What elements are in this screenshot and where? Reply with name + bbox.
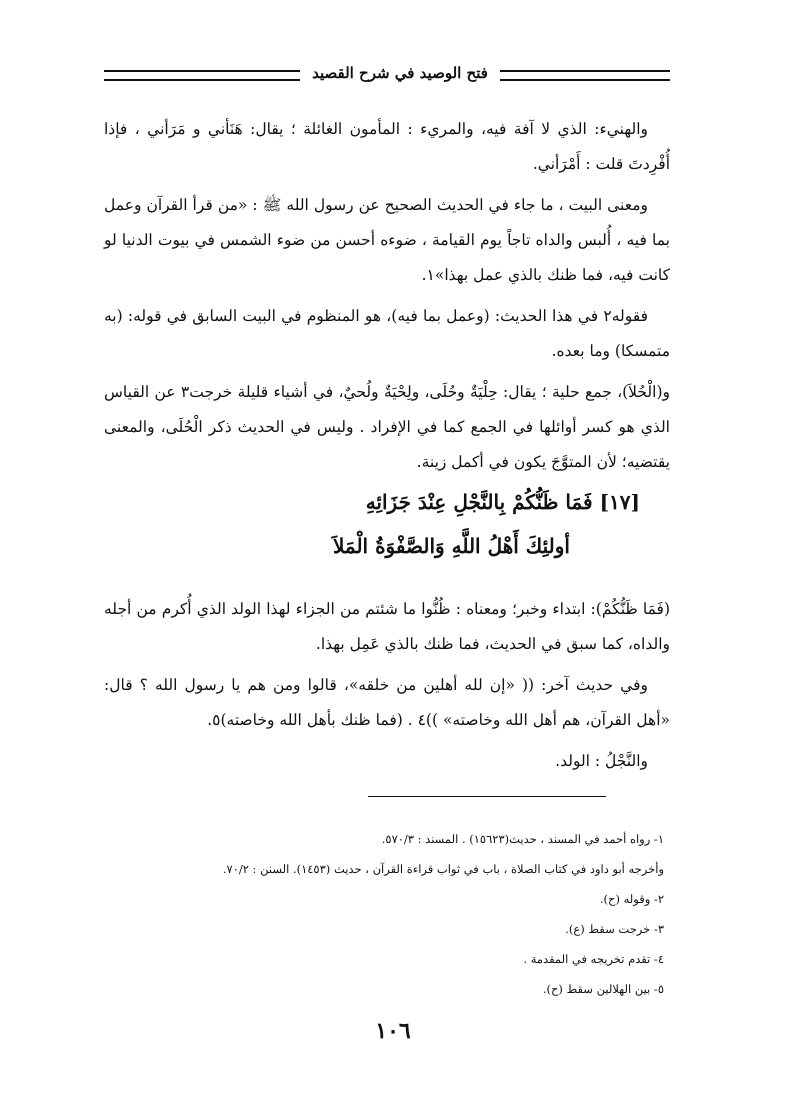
commentary-paragraph: وفي حديث آخر: (( «إن لله أهلين من خلقه»، قالوا ومن هم يا رسول الله ؟ قال: «أهل القرآن، هم أهل الله وخاصته» ))٤ . (فما ظنك بأهل الله وخاصته)٥. bbox=[104, 676, 670, 729]
poem-verse bbox=[104, 490, 670, 586]
page-number: ١٠٦ bbox=[375, 1018, 411, 1044]
footnote: ٣- خرجت سقط (ع). bbox=[565, 922, 664, 936]
footnote: وأخرجه أبو داود في كتاب الصلاة ، باب في ثواب قراءة القرآن ، حديث (١٤٥٣). السنن : ٧٠/٢. bbox=[222, 862, 664, 876]
verse-line-2: أولئِكَ أَهْلُ اللَّهِ وَالصَّفْوَةُ الْمَلاَ bbox=[332, 534, 570, 558]
header-title: فتح الوصيد في شرح القصيد bbox=[312, 64, 488, 82]
footnote: ٤- تقدم تخريجه في المقدمة . bbox=[523, 952, 664, 966]
header-rule-left bbox=[104, 70, 300, 81]
commentary-paragraph: (فَمَا ظَنُّكُمْ): ابتداء وخبر؛ ومعناه : ظُنُّوا ما شئتم من الجزاء لهذا الولد الذي أُكرم من أجله والداه، كما سبق في الحديث، فما ظنك بالذي عَمِل بهذا. bbox=[104, 600, 670, 653]
footnote: ٥- بين الهلالين سقط (ح). bbox=[542, 982, 664, 996]
running-header bbox=[104, 58, 670, 88]
commentary-paragraph: والنَّجْلُ : الولد. bbox=[555, 752, 648, 770]
footnotes bbox=[104, 824, 664, 1004]
paragraph-hadith: ومعنى البيت ، ما جاء في الحديث الصحيح عن رسول الله ﷺ : «من قرأ القرآن وعمل بما فيه ، أُلبس والداه تاجاً يوم القيامة ، ضوءه أحسن من ضوء الشمس في بيوت الدنيا لو كانت فيه، فما ظنك بالذي عمل بهذا»١. bbox=[104, 196, 670, 284]
paragraph: والهنيء: الذي لا آفة فيه، والمريء : المأمون الغائلة ؛ يقال: هَنَأني و مَرَأني ، فإذا أُفْرِدتَ قلت : أَمْرَأني. bbox=[104, 120, 670, 173]
main-text bbox=[104, 112, 670, 785]
header-rule-right bbox=[500, 70, 670, 81]
paragraph: و(الْحُلاَ)، جمع حلية ؛ يقال: حِلْيَةٌ وحُلَى، ولِحْيَةٌ ولُحيٌ، في أشياء قليلة خرجت٣ عن القياس الذي هو كسر أوائلها في الجمع كما في الإفراد . وليس في الحديث ذكر الْحُلَى، والمعنى يقتضيه؛ لأن المتوَّجَ يكون في أكمل زينة. bbox=[104, 383, 670, 471]
paragraph: فقوله٢ في هذا الحديث: (وعمل بما فيه)، هو المنظوم في البيت السابق في قوله: (به متمسكا) وما بعده. bbox=[104, 307, 670, 360]
footnote: ٢- وقوله (ح). bbox=[599, 892, 664, 906]
verse-line-1: [١٧] فَمَا ظَنُّكُمْ بِالنَّجْلِ عِنْدَ جَزَائِهِ bbox=[365, 490, 640, 514]
footnote-separator bbox=[368, 796, 606, 797]
footnote: ١- رواه أحمد في المسند ، حديث(١٥٦٢٣) . المسند : ٥٧٠/٣. bbox=[381, 832, 664, 846]
